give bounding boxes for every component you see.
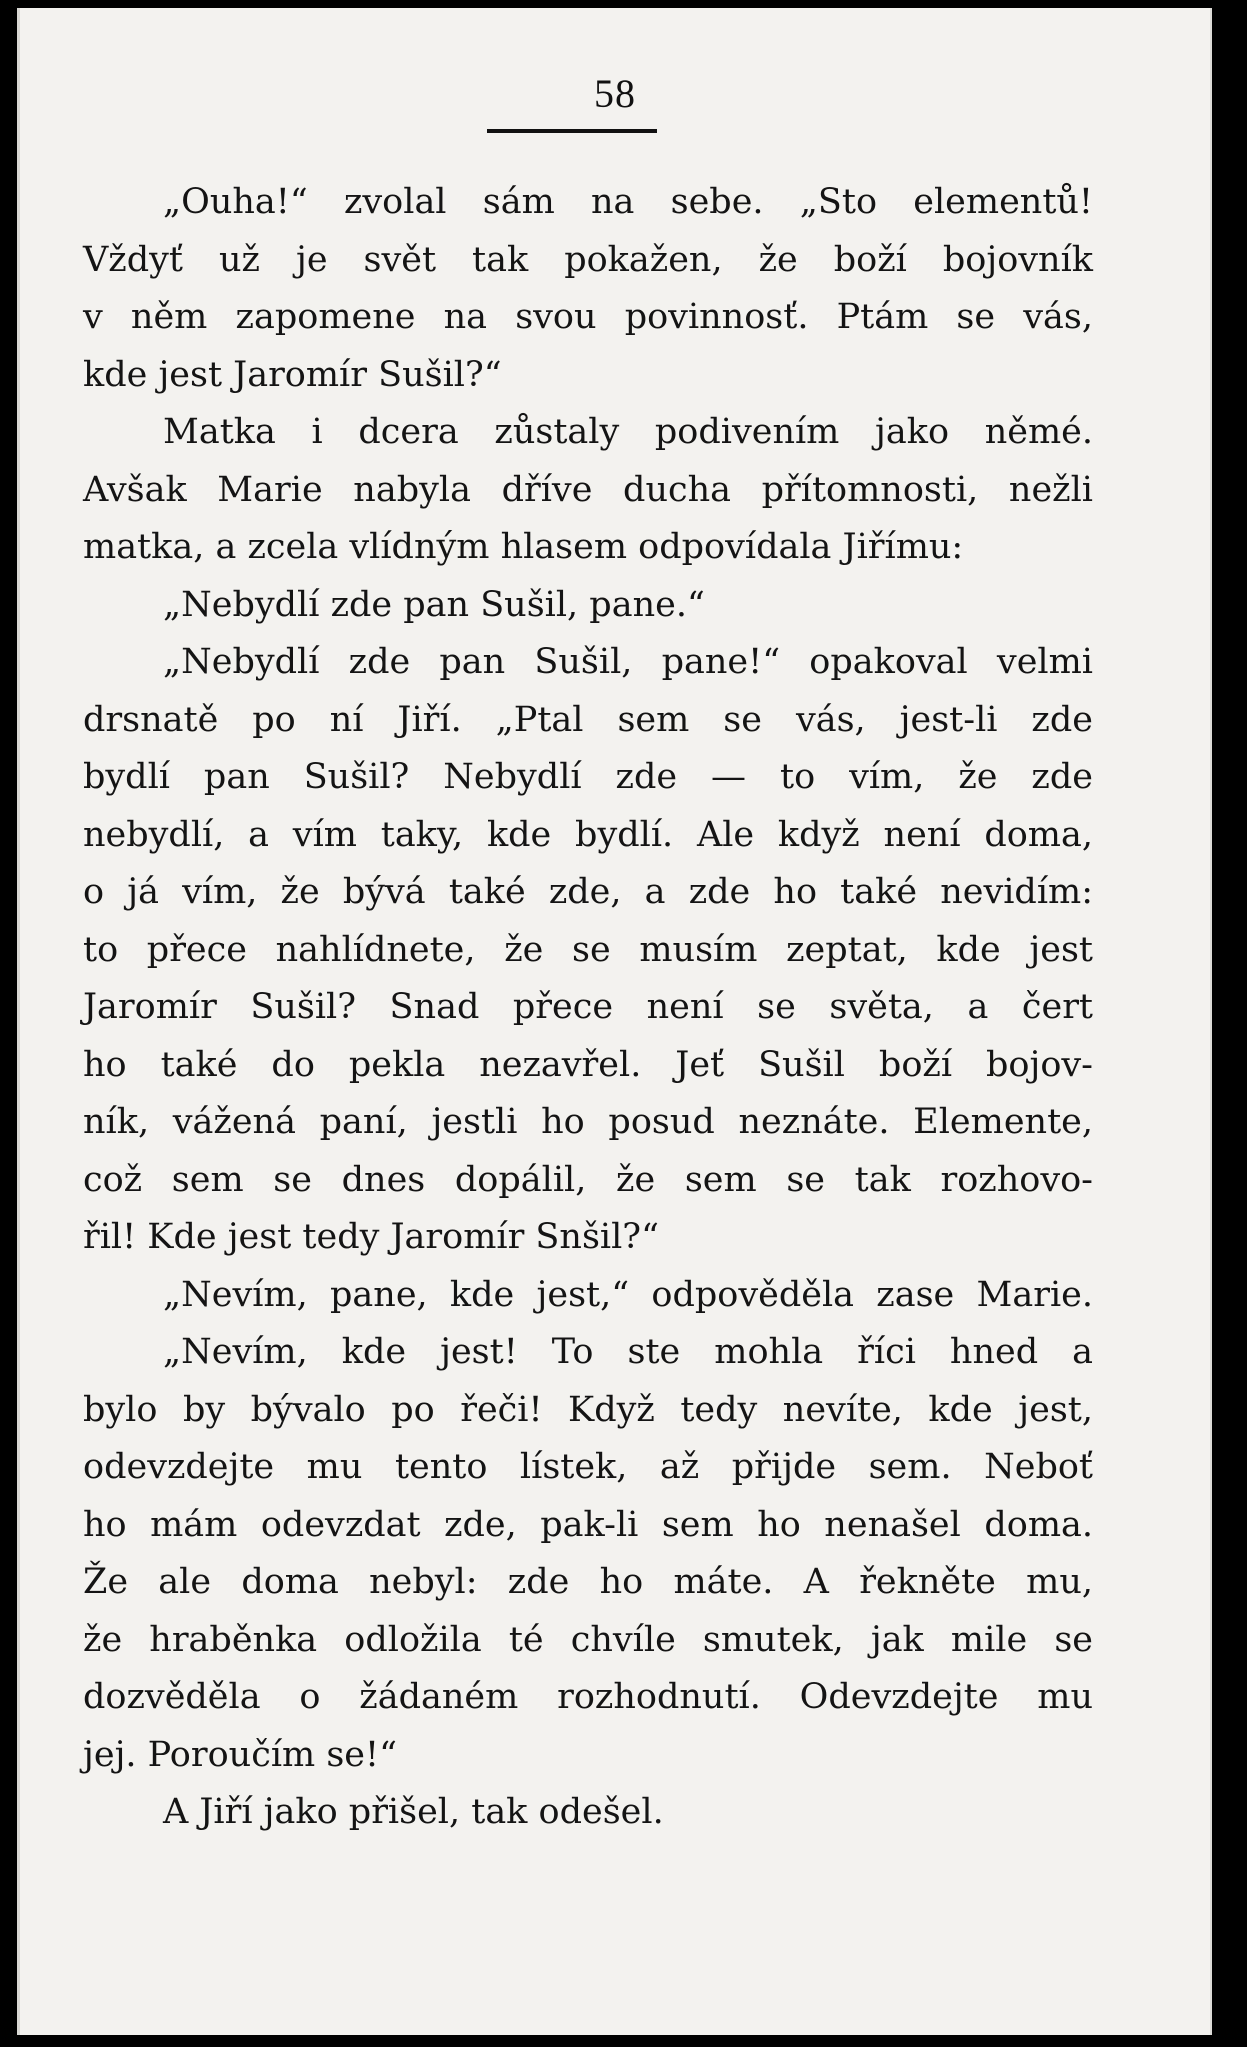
text-line: jej. Poroučím se!“: [83, 1734, 397, 1775]
text-line: „Nebydlí zde pan Sušil, pane.“: [163, 584, 705, 625]
page-number-underline: [487, 129, 657, 133]
text-line: „Nebydlí zde pan Sušil, pane!“ opakoval velmi: [163, 642, 1093, 682]
text-line: ho mám odevzdat zde, pak-li sem ho nenašel doma.: [83, 1504, 1093, 1545]
text-line: Vždyť už je svět tak pokažen, že boží bojovník: [83, 239, 1093, 280]
text-line: že hraběnka odložila té chvíle smutek, jak mile se: [83, 1619, 1093, 1660]
text-line: „Ouha!“ zvolal sám na sebe. „Sto elementů!: [163, 182, 1093, 222]
text-line: nebydlí, a vím taky, kde bydlí. Ale když není doma,: [83, 814, 1093, 855]
text-line: což sem se dnes dopálil, že sem se tak rozhovo-: [83, 1159, 1093, 1200]
text-line: matka, a zcela vlídným hlasem odpovídala Jiřímu:: [83, 527, 964, 567]
text-line: „Nevím, pane, kde jest,“ odpověděla zase Marie.: [163, 1274, 1093, 1315]
text-line: to přece nahlídnete, že se musím zeptat, kde jest: [83, 929, 1093, 970]
text-line: drsnatě po ní Jiří. „Ptal sem se vás, jest-li zde: [83, 699, 1093, 740]
text-line: dozvěděla o žádaném rozhodnutí. Odevzdejte mu: [83, 1677, 1093, 1717]
page-number: 58: [594, 71, 636, 116]
book-page: [17, 8, 1212, 2035]
text-line: Že ale doma nebyl: zde ho máte. A řekněte mu,: [83, 1562, 1093, 1602]
text-line: Matka i dcera zůstaly podivením jako němé.: [163, 412, 1093, 452]
text-line: bylo by bývalo po řeči! Když tedy nevíte, kde jest,: [83, 1389, 1093, 1430]
text-line: odevzdejte mu tento lístek, až přijde sem. Neboť: [83, 1447, 1093, 1487]
body-text: [83, 174, 1093, 1842]
text-line: bydlí pan Sušil? Nebydlí zde — to vím, že zde: [83, 757, 1093, 797]
text-line: řil! Kde jest tedy Jaromír Snšil?“: [83, 1217, 659, 1257]
text-line: Avšak Marie nabyla dříve ducha přítomnosti, nežli: [83, 469, 1093, 510]
text-line: A Jiří jako přišel, tak odešel.: [163, 1792, 664, 1832]
text-line: Jaromír Sušil? Snad přece není se světa, a čert: [83, 987, 1093, 1027]
text-line: o já vím, že bývá také zde, a zde ho také nevidím:: [83, 872, 1093, 912]
text-line: ník, vážená paní, jestli ho posud neznáte. Elemente,: [83, 1102, 1093, 1142]
text-line: v něm zapomene na svou povinnosť. Ptám se vás,: [83, 297, 1093, 337]
text-line: kde jest Jaromír Sušil?“: [83, 354, 502, 395]
text-line: „Nevím, kde jest! To ste mohla říci hned a: [163, 1332, 1093, 1372]
text-line: ho také do pekla nezavřel. Jeť Sušil boží bojov-: [83, 1044, 1093, 1085]
